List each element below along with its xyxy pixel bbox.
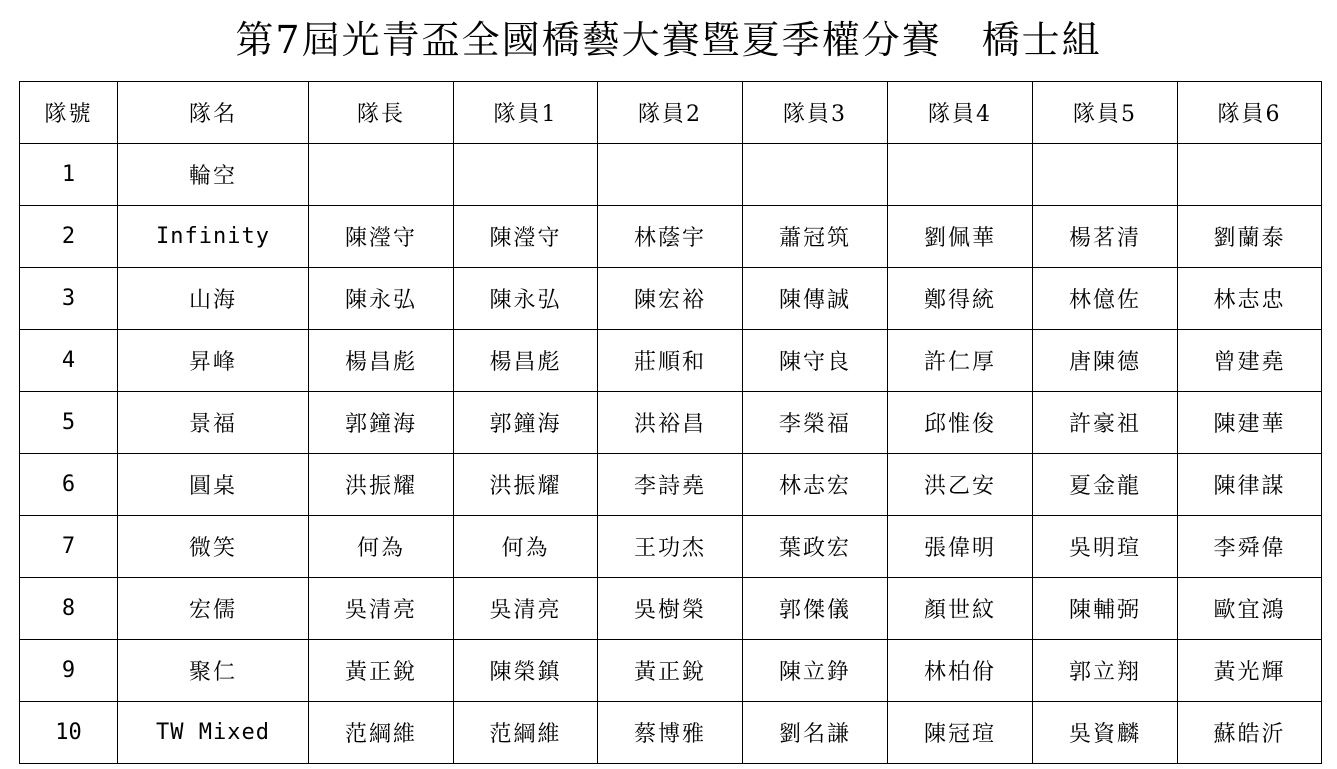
table-row: [20, 206, 1322, 268]
cell-member-1: 陳瀅守: [454, 206, 598, 268]
table-header-row: [20, 82, 1322, 144]
cell-member-4: 林柏佾: [888, 640, 1033, 702]
cell-member-3: 葉政宏: [743, 516, 888, 578]
cell-member-1: 楊昌彪: [454, 330, 598, 392]
column-header-captain: 隊長: [309, 82, 454, 144]
column-header-member-6: 隊員6: [1178, 82, 1322, 144]
column-header-team-number: 隊號: [20, 82, 118, 144]
cell-member-3: 蕭冠筑: [743, 206, 888, 268]
cell-member-6: 陳律謀: [1178, 454, 1322, 516]
cell-member-2: 莊順和: [598, 330, 743, 392]
cell-team-name: 山海: [118, 268, 309, 330]
table-row: [20, 330, 1322, 392]
cell-member-4: 張偉明: [888, 516, 1033, 578]
cell-team-name: 景福: [118, 392, 309, 454]
cell-team-number: 5: [20, 392, 118, 454]
column-header-team-name: 隊名: [118, 82, 309, 144]
cell-member-5: 楊茗清: [1033, 206, 1178, 268]
cell-member-3: 陳立錚: [743, 640, 888, 702]
cell-member-2: [598, 144, 743, 206]
cell-member-3: 陳守良: [743, 330, 888, 392]
cell-member-6: 劉蘭泰: [1178, 206, 1322, 268]
cell-team-number: 8: [20, 578, 118, 640]
cell-captain: 何為: [309, 516, 454, 578]
cell-member-2: 蔡博雅: [598, 702, 743, 764]
cell-member-2: 李詩堯: [598, 454, 743, 516]
team-roster-table: [19, 81, 1322, 764]
cell-member-1: 郭鐘海: [454, 392, 598, 454]
table-row: [20, 640, 1322, 702]
cell-team-name: 圓桌: [118, 454, 309, 516]
cell-captain: 陳瀅守: [309, 206, 454, 268]
cell-team-name: Infinity: [118, 206, 309, 268]
cell-member-6: 蘇皓沂: [1178, 702, 1322, 764]
cell-team-name: 輪空: [118, 144, 309, 206]
cell-member-4: 許仁厚: [888, 330, 1033, 392]
cell-captain: 黃正銳: [309, 640, 454, 702]
cell-member-5: 林億佐: [1033, 268, 1178, 330]
cell-member-4: 邱惟俊: [888, 392, 1033, 454]
cell-member-6: 歐宜鴻: [1178, 578, 1322, 640]
column-header-member-2: 隊員2: [598, 82, 743, 144]
cell-captain: 楊昌彪: [309, 330, 454, 392]
table-row: [20, 268, 1322, 330]
page-title: 第7屆光青盃全國橋藝大賽暨夏季權分賽 橋士組: [235, 18, 1102, 62]
cell-member-5: 陳輔弼: [1033, 578, 1178, 640]
table-row: [20, 702, 1322, 764]
cell-member-1: 陳榮鎮: [454, 640, 598, 702]
cell-member-5: 許豪祖: [1033, 392, 1178, 454]
cell-team-name: 昇峰: [118, 330, 309, 392]
cell-member-4: 顏世紋: [888, 578, 1033, 640]
cell-member-1: 陳永弘: [454, 268, 598, 330]
cell-member-4: 鄭得統: [888, 268, 1033, 330]
table-row: [20, 144, 1322, 206]
table-row: [20, 392, 1322, 454]
cell-captain: 郭鐘海: [309, 392, 454, 454]
cell-member-3: 郭傑儀: [743, 578, 888, 640]
column-header-member-3: 隊員3: [743, 82, 888, 144]
cell-captain: 陳永弘: [309, 268, 454, 330]
cell-captain: [309, 144, 454, 206]
cell-member-6: 林志忠: [1178, 268, 1322, 330]
cell-captain: 范綱維: [309, 702, 454, 764]
table-row: [20, 578, 1322, 640]
cell-member-1: [454, 144, 598, 206]
cell-team-number: 6: [20, 454, 118, 516]
cell-member-6: 曾建堯: [1178, 330, 1322, 392]
cell-member-2: 洪裕昌: [598, 392, 743, 454]
cell-team-number: 4: [20, 330, 118, 392]
cell-member-2: 陳宏裕: [598, 268, 743, 330]
cell-member-5: 唐陳德: [1033, 330, 1178, 392]
cell-member-4: 洪乙安: [888, 454, 1033, 516]
cell-team-number: 2: [20, 206, 118, 268]
cell-member-5: 吳資麟: [1033, 702, 1178, 764]
cell-team-name: 微笑: [118, 516, 309, 578]
cell-member-3: 劉名謙: [743, 702, 888, 764]
cell-member-3: 陳傳誠: [743, 268, 888, 330]
cell-member-1: 洪振耀: [454, 454, 598, 516]
cell-member-2: 吳樹榮: [598, 578, 743, 640]
cell-member-4: 陳冠瑄: [888, 702, 1033, 764]
cell-team-number: 10: [20, 702, 118, 764]
cell-team-name: TW Mixed: [118, 702, 309, 764]
cell-captain: 洪振耀: [309, 454, 454, 516]
column-header-member-5: 隊員5: [1033, 82, 1178, 144]
cell-member-4: [888, 144, 1033, 206]
cell-member-6: 李舜偉: [1178, 516, 1322, 578]
cell-member-5: [1033, 144, 1178, 206]
cell-team-number: 3: [20, 268, 118, 330]
cell-member-5: 郭立翔: [1033, 640, 1178, 702]
table-row: [20, 516, 1322, 578]
cell-member-6: [1178, 144, 1322, 206]
table-row: [20, 454, 1322, 516]
cell-member-3: 李榮福: [743, 392, 888, 454]
cell-team-number: 9: [20, 640, 118, 702]
cell-member-6: 黃光輝: [1178, 640, 1322, 702]
cell-captain: 吳清亮: [309, 578, 454, 640]
column-header-member-1: 隊員1: [454, 82, 598, 144]
cell-member-3: 林志宏: [743, 454, 888, 516]
column-header-member-4: 隊員4: [888, 82, 1033, 144]
cell-team-number: 1: [20, 144, 118, 206]
cell-member-2: 王功杰: [598, 516, 743, 578]
cell-member-2: 黃正銳: [598, 640, 743, 702]
cell-team-name: 聚仁: [118, 640, 309, 702]
cell-member-5: 夏金龍: [1033, 454, 1178, 516]
cell-member-1: 范綱維: [454, 702, 598, 764]
cell-member-4: 劉佩華: [888, 206, 1033, 268]
cell-member-5: 吳明瑄: [1033, 516, 1178, 578]
cell-team-number: 7: [20, 516, 118, 578]
cell-member-1: 何為: [454, 516, 598, 578]
cell-member-3: [743, 144, 888, 206]
cell-team-name: 宏儒: [118, 578, 309, 640]
cell-member-6: 陳建華: [1178, 392, 1322, 454]
cell-member-2: 林蔭宇: [598, 206, 743, 268]
cell-member-1: 吳清亮: [454, 578, 598, 640]
